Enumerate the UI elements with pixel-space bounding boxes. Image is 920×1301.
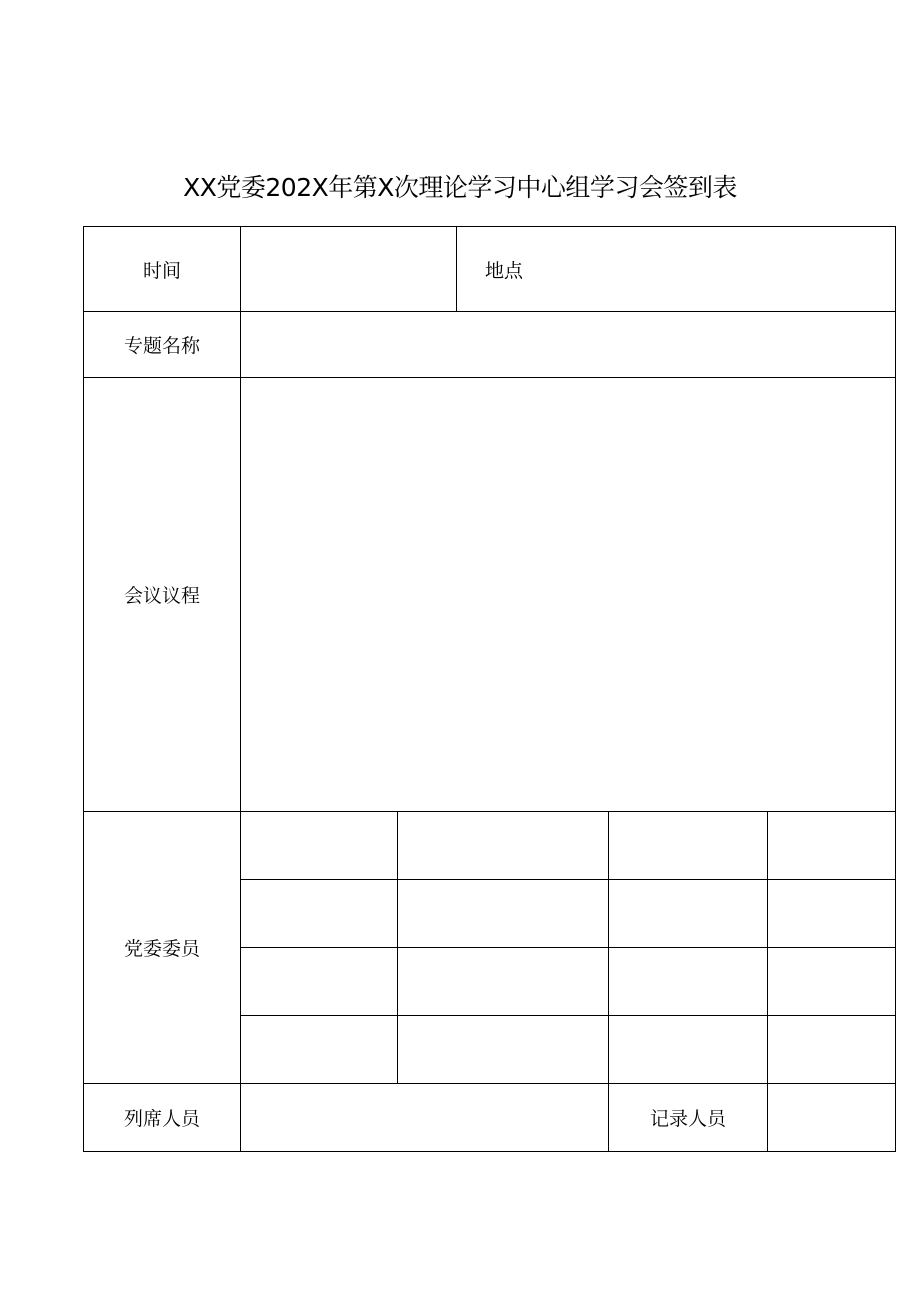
topic-value-cell[interactable] (241, 312, 896, 378)
topic-row (84, 312, 896, 378)
signature-cell[interactable] (241, 948, 398, 1016)
committee-row (84, 812, 896, 880)
signature-cell[interactable] (609, 1016, 768, 1084)
recorder-label: 记录人员 (609, 1084, 768, 1152)
attendees-label: 列席人员 (84, 1084, 241, 1152)
page-title: XX党委202X年第X次理论学习中心组学习会签到表 (183, 173, 737, 202)
signature-cell[interactable] (398, 880, 609, 948)
signature-cell[interactable] (609, 812, 768, 880)
time-label: 时间 (84, 227, 241, 312)
agenda-value-cell[interactable] (241, 378, 896, 812)
agenda-label: 会议议程 (84, 378, 241, 812)
signature-cell[interactable] (241, 812, 398, 880)
agenda-row (84, 378, 896, 812)
location-cell[interactable] (457, 227, 896, 312)
attendees-value-cell[interactable] (241, 1084, 609, 1152)
location-label: 地点 (485, 259, 524, 282)
signature-cell[interactable] (609, 948, 768, 1016)
time-location-row (84, 227, 896, 312)
signature-cell[interactable] (768, 812, 896, 880)
signature-cell[interactable] (398, 948, 609, 1016)
sign-in-table (83, 226, 896, 1152)
topic-label: 专题名称 (84, 312, 241, 378)
recorder-value-cell[interactable] (768, 1084, 896, 1152)
signature-cell[interactable] (768, 880, 896, 948)
signature-cell[interactable] (398, 812, 609, 880)
attendees-row (84, 1084, 896, 1152)
time-value-cell[interactable] (241, 227, 457, 312)
committee-members-label: 党委委员 (84, 812, 241, 1084)
signature-cell[interactable] (609, 880, 768, 948)
signature-cell[interactable] (241, 880, 398, 948)
signature-cell[interactable] (768, 948, 896, 1016)
signature-cell[interactable] (241, 1016, 398, 1084)
signature-cell[interactable] (768, 1016, 896, 1084)
signature-cell[interactable] (398, 1016, 609, 1084)
